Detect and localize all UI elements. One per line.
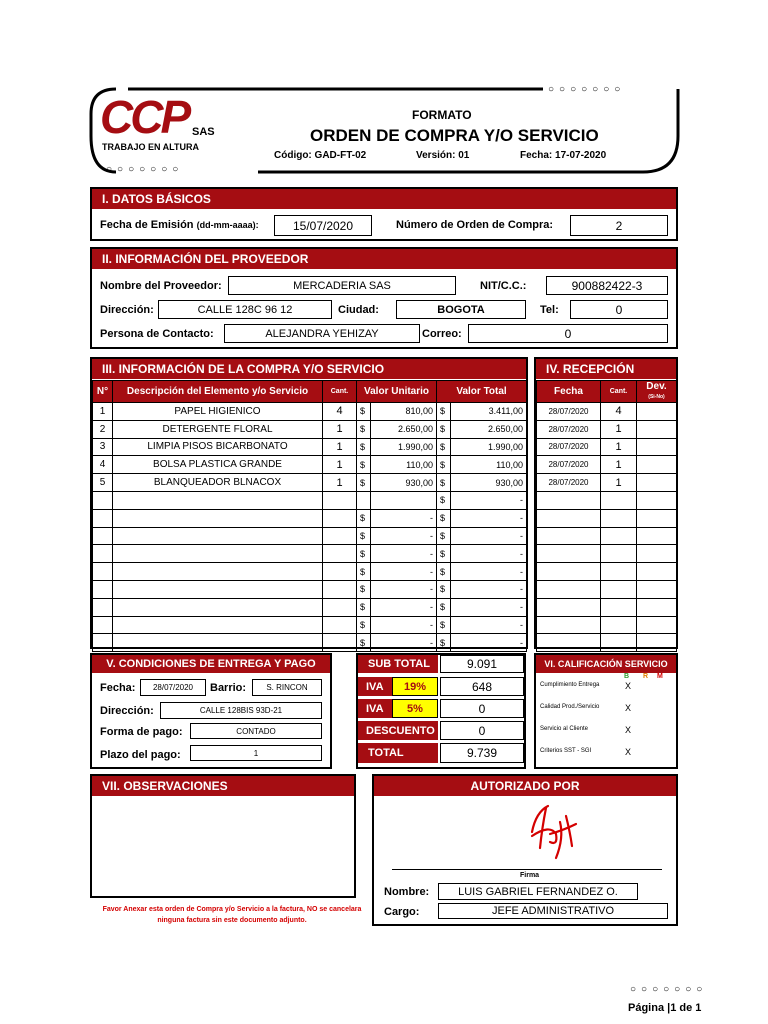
cell-total: 2.650,00 bbox=[451, 420, 527, 438]
rec-cell-cant[interactable]: 1 bbox=[601, 420, 637, 438]
fecha-emision-label bbox=[100, 219, 259, 231]
cell-desc[interactable]: BLANQUEADOR BLNACOX bbox=[113, 474, 323, 492]
cell-unit[interactable]: - bbox=[371, 598, 437, 616]
recepcion-body bbox=[537, 403, 677, 652]
cell-desc[interactable] bbox=[113, 616, 323, 634]
cell-total: - bbox=[451, 545, 527, 563]
table-row bbox=[537, 563, 677, 581]
cell-desc[interactable]: PAPEL HIGIENICO bbox=[113, 403, 323, 421]
table-row bbox=[537, 634, 677, 652]
autorizado-title: AUTORIZADO POR bbox=[374, 776, 676, 796]
entrega-direccion-label: Dirección: bbox=[100, 705, 154, 717]
rec-dev-label: Dev. bbox=[646, 380, 667, 392]
rec-cell-cant[interactable] bbox=[601, 616, 637, 634]
signature-image bbox=[520, 798, 590, 868]
rec-cell-cant[interactable] bbox=[601, 634, 637, 652]
table-row bbox=[93, 474, 527, 492]
cell-total: - bbox=[451, 616, 527, 634]
cell-cur1: $ bbox=[357, 598, 371, 616]
barrio-field[interactable]: S. RINCON bbox=[252, 679, 322, 696]
cell-cant[interactable] bbox=[323, 616, 357, 634]
direccion-field[interactable]: CALLE 128C 96 12 bbox=[158, 300, 332, 319]
cell-num bbox=[93, 580, 113, 598]
direccion-label: Dirección: bbox=[100, 304, 154, 316]
logo-sas: SAS bbox=[192, 126, 215, 138]
cell-num: 4 bbox=[93, 456, 113, 474]
compra-body bbox=[93, 403, 527, 652]
rec-cell-dev[interactable] bbox=[637, 580, 677, 598]
datos-basicos-title: I. DATOS BÁSICOS bbox=[92, 189, 676, 209]
cal-item-mark[interactable]: X bbox=[625, 747, 632, 757]
rec-cell-dev[interactable] bbox=[637, 616, 677, 634]
cell-num: 2 bbox=[93, 420, 113, 438]
logo-text: CCP bbox=[100, 91, 189, 143]
rec-cell-fecha[interactable] bbox=[537, 527, 601, 545]
cell-cur2: $ bbox=[437, 509, 451, 527]
page-title: ORDEN DE COMPRA Y/O SERVICIO bbox=[310, 126, 599, 145]
rec-cell-cant[interactable]: 1 bbox=[601, 474, 637, 492]
cell-cur1 bbox=[357, 491, 371, 509]
cal-item-label: Servicio al Cliente bbox=[540, 726, 589, 732]
table-row bbox=[93, 438, 527, 456]
rec-cell-fecha[interactable] bbox=[537, 563, 601, 581]
cell-cur2: $ bbox=[437, 420, 451, 438]
entrega-direccion-field[interactable]: CALLE 128BIS 93D-21 bbox=[160, 702, 322, 719]
cell-unit[interactable]: 1.990,00 bbox=[371, 438, 437, 456]
header-dots-top: ○○○○○○○ bbox=[548, 84, 626, 95]
table-row bbox=[537, 598, 677, 616]
table-row bbox=[93, 616, 527, 634]
cell-num bbox=[93, 634, 113, 652]
cell-cur2: $ bbox=[437, 456, 451, 474]
rec-cell-dev[interactable] bbox=[637, 491, 677, 509]
ciudad-field[interactable]: BOGOTA bbox=[396, 300, 526, 319]
cell-unit[interactable]: - bbox=[371, 580, 437, 598]
cell-num bbox=[93, 491, 113, 509]
descuento-label: DESCUENTO bbox=[358, 721, 438, 740]
plazo-field[interactable]: 1 bbox=[190, 745, 322, 761]
total-field: 9.739 bbox=[440, 743, 524, 763]
rec-cell-cant[interactable] bbox=[601, 491, 637, 509]
rec-cell-dev[interactable] bbox=[637, 456, 677, 474]
rec-cell-dev[interactable] bbox=[637, 563, 677, 581]
nombre-proveedor-label: Nombre del Proveedor: bbox=[100, 280, 222, 292]
table-row bbox=[93, 580, 527, 598]
recepcion-table bbox=[536, 380, 677, 652]
iva1-label: IVA bbox=[358, 677, 392, 696]
rec-cell-fecha[interactable] bbox=[537, 509, 601, 527]
cell-desc[interactable]: DETERGENTE FLORAL bbox=[113, 420, 323, 438]
autorizado-cargo-label: Cargo: bbox=[384, 906, 420, 918]
cell-cur2: $ bbox=[437, 634, 451, 652]
rec-cell-dev[interactable] bbox=[637, 634, 677, 652]
rec-cell-fecha[interactable] bbox=[537, 634, 601, 652]
cell-total: 1.990,00 bbox=[451, 438, 527, 456]
cell-unit[interactable]: - bbox=[371, 545, 437, 563]
rec-fecha-header: Fecha bbox=[537, 381, 601, 403]
iva1-rate: 19% bbox=[392, 677, 438, 696]
cell-desc[interactable]: BOLSA PLASTICA GRANDE bbox=[113, 456, 323, 474]
rec-cell-cant[interactable] bbox=[601, 527, 637, 545]
table-row bbox=[537, 456, 677, 474]
cell-cant[interactable]: 1 bbox=[323, 474, 357, 492]
cal-item-mark[interactable]: X bbox=[625, 703, 632, 713]
rec-cell-fecha[interactable]: 28/07/2020 bbox=[537, 474, 601, 492]
table-row bbox=[93, 634, 527, 652]
firma-line bbox=[392, 869, 662, 870]
cell-cur1: $ bbox=[357, 616, 371, 634]
descuento-field[interactable]: 0 bbox=[440, 721, 524, 740]
rec-cell-cant[interactable]: 1 bbox=[601, 456, 637, 474]
table-row bbox=[537, 616, 677, 634]
proveedor-title: II. INFORMACIÓN DEL PROVEEDOR bbox=[92, 249, 676, 269]
col-num-header: N° bbox=[93, 381, 113, 403]
fecha-emision-field[interactable]: 15/07/2020 bbox=[274, 215, 372, 236]
rec-cell-fecha[interactable] bbox=[537, 580, 601, 598]
cell-cur1: $ bbox=[357, 474, 371, 492]
observaciones-note: Favor Anexar esta orden de Compra y/o Servicio a la factura, NO se cancelara ninguna factura sin este documento adjunto. bbox=[102, 906, 362, 924]
orden-field[interactable]: 2 bbox=[570, 215, 668, 236]
cell-num bbox=[93, 563, 113, 581]
table-row bbox=[537, 491, 677, 509]
cell-total: - bbox=[451, 509, 527, 527]
cell-cur1: $ bbox=[357, 420, 371, 438]
cell-cur1: $ bbox=[357, 456, 371, 474]
cell-desc[interactable] bbox=[113, 580, 323, 598]
total-label: TOTAL bbox=[358, 743, 438, 763]
tel-field[interactable]: 0 bbox=[570, 300, 668, 319]
table-row bbox=[537, 474, 677, 492]
table-row bbox=[537, 420, 677, 438]
page-number: Página |1 de 1 bbox=[628, 1002, 702, 1014]
rec-cell-fecha[interactable]: 28/07/2020 bbox=[537, 456, 601, 474]
cell-cur1: $ bbox=[357, 634, 371, 652]
cell-cur1: $ bbox=[357, 509, 371, 527]
cell-total: 110,00 bbox=[451, 456, 527, 474]
table-row bbox=[537, 580, 677, 598]
rec-cell-fecha[interactable] bbox=[537, 545, 601, 563]
calificacion-title: VI. CALIFICACIÓN SERVICIO bbox=[536, 655, 676, 673]
entrega-fecha-label: Fecha: bbox=[100, 682, 136, 694]
table-row bbox=[93, 420, 527, 438]
cell-cur2: $ bbox=[437, 545, 451, 563]
cal-col-r: R bbox=[643, 673, 649, 680]
rec-cell-cant[interactable] bbox=[601, 509, 637, 527]
rec-cant-header: Cant. bbox=[601, 381, 637, 403]
cal-item-label: Calidad Prod./Servicio bbox=[540, 704, 600, 710]
cell-cant[interactable] bbox=[323, 491, 357, 509]
cell-cur2: $ bbox=[437, 403, 451, 421]
cell-cur2: $ bbox=[437, 616, 451, 634]
cell-cur1: $ bbox=[357, 438, 371, 456]
fecha-emision-label-text: Fecha de Emisión bbox=[100, 219, 194, 231]
rec-cell-fecha[interactable]: 28/07/2020 bbox=[537, 403, 601, 421]
rec-cell-fecha[interactable] bbox=[537, 491, 601, 509]
cell-cant[interactable]: 1 bbox=[323, 438, 357, 456]
doc-date: Fecha: 17-07-2020 bbox=[520, 150, 607, 161]
forma-pago-label: Forma de pago: bbox=[100, 726, 183, 738]
rec-cell-dev[interactable] bbox=[637, 420, 677, 438]
cell-desc[interactable] bbox=[113, 545, 323, 563]
rec-dev-header bbox=[637, 381, 677, 403]
rec-cell-fecha[interactable]: 28/07/2020 bbox=[537, 438, 601, 456]
cell-total: - bbox=[451, 634, 527, 652]
cell-cur1: $ bbox=[357, 580, 371, 598]
rec-cell-cant[interactable] bbox=[601, 580, 637, 598]
cell-num bbox=[93, 509, 113, 527]
cal-col-b: B bbox=[624, 673, 630, 680]
iva1-field: 648 bbox=[440, 677, 524, 696]
cell-num: 5 bbox=[93, 474, 113, 492]
cell-cur2: $ bbox=[437, 438, 451, 456]
footer-dots: ○○○○○○○ bbox=[630, 984, 708, 995]
doc-type: FORMATO bbox=[412, 108, 472, 122]
doc-code: Código: GAD-FT-02 bbox=[274, 150, 367, 161]
header-dots-bottom: ○○○○○○○ bbox=[106, 164, 184, 175]
compra-title: III. INFORMACIÓN DE LA COMPRA Y/O SERVICIO bbox=[92, 359, 526, 379]
firma-label: Firma bbox=[520, 872, 540, 879]
table-row bbox=[537, 527, 677, 545]
cell-num bbox=[93, 598, 113, 616]
iva2-label: IVA bbox=[358, 699, 392, 718]
cell-unit[interactable]: 930,00 bbox=[371, 474, 437, 492]
cell-unit[interactable]: - bbox=[371, 563, 437, 581]
table-row bbox=[537, 438, 677, 456]
cal-item-label: Cumplimiento Entrega bbox=[540, 682, 600, 688]
entrega-fecha-field[interactable]: 28/07/2020 bbox=[140, 679, 206, 696]
cell-cant[interactable]: 4 bbox=[323, 403, 357, 421]
orden-label: Número de Orden de Compra: bbox=[396, 219, 554, 231]
autorizado-nombre-label: Nombre: bbox=[384, 886, 430, 898]
fecha-emision-hint: (dd-mm-aaaa): bbox=[196, 220, 259, 230]
rec-dev-hint: (Si-No) bbox=[648, 393, 665, 400]
table-row bbox=[93, 545, 527, 563]
table-row bbox=[93, 563, 527, 581]
cell-cant[interactable]: 1 bbox=[323, 420, 357, 438]
cell-cur1: $ bbox=[357, 545, 371, 563]
nombre-proveedor-field[interactable]: MERCADERIA SAS bbox=[228, 276, 456, 295]
cell-cur2: $ bbox=[437, 598, 451, 616]
cell-total: - bbox=[451, 563, 527, 581]
company-logo bbox=[100, 91, 220, 156]
cell-cur1: $ bbox=[357, 527, 371, 545]
cell-cant[interactable]: 1 bbox=[323, 456, 357, 474]
cell-cur2: $ bbox=[437, 563, 451, 581]
cell-desc[interactable] bbox=[113, 527, 323, 545]
cell-cur2: $ bbox=[437, 527, 451, 545]
observaciones-title: VII. OBSERVACIONES bbox=[92, 776, 354, 796]
rec-cell-fecha[interactable]: 28/07/2020 bbox=[537, 420, 601, 438]
rec-cell-fecha[interactable] bbox=[537, 598, 601, 616]
cell-unit[interactable]: - bbox=[371, 616, 437, 634]
cell-cant[interactable] bbox=[323, 563, 357, 581]
rec-cell-dev[interactable] bbox=[637, 527, 677, 545]
cell-total: - bbox=[451, 598, 527, 616]
cell-total: 930,00 bbox=[451, 474, 527, 492]
autorizado-cargo-field[interactable]: JEFE ADMINISTRATIVO bbox=[438, 903, 668, 919]
doc-version: Versión: 01 bbox=[416, 150, 470, 161]
cell-total: - bbox=[451, 491, 527, 509]
cell-cur2: $ bbox=[437, 474, 451, 492]
entrega-title: V. CONDICIONES DE ENTREGA Y PAGO bbox=[92, 655, 330, 673]
cell-total: 3.411,00 bbox=[451, 403, 527, 421]
cell-desc[interactable] bbox=[113, 563, 323, 581]
cal-col-m: M bbox=[657, 673, 663, 680]
cell-num: 1 bbox=[93, 403, 113, 421]
subtotal-label: SUB TOTAL bbox=[358, 655, 438, 673]
rec-cell-fecha[interactable] bbox=[537, 616, 601, 634]
cell-cant[interactable] bbox=[323, 634, 357, 652]
recepcion-title: IV. RECEPCIÓN bbox=[536, 359, 676, 379]
rec-cell-dev[interactable] bbox=[637, 598, 677, 616]
table-row bbox=[537, 403, 677, 421]
col-desc-header: Descripción del Elemento y/o Servicio bbox=[113, 381, 323, 403]
cell-desc[interactable] bbox=[113, 634, 323, 652]
cell-cur1: $ bbox=[357, 563, 371, 581]
cell-num bbox=[93, 616, 113, 634]
cell-num bbox=[93, 545, 113, 563]
rec-cell-dev[interactable] bbox=[637, 474, 677, 492]
iva2-field: 0 bbox=[440, 699, 524, 718]
autorizado-nombre-field[interactable]: LUIS GABRIEL FERNANDEZ O. bbox=[438, 883, 638, 900]
col-total-header: Valor Total bbox=[437, 381, 527, 403]
table-row bbox=[93, 491, 527, 509]
cell-cur1: $ bbox=[357, 403, 371, 421]
cell-total: - bbox=[451, 527, 527, 545]
cell-unit[interactable]: - bbox=[371, 527, 437, 545]
cal-item-mark[interactable]: X bbox=[625, 725, 632, 735]
logo-tagline: TRABAJO EN ALTURA bbox=[102, 142, 199, 152]
correo-field[interactable]: 0 bbox=[468, 324, 668, 343]
cell-desc[interactable] bbox=[113, 509, 323, 527]
cell-cur2: $ bbox=[437, 580, 451, 598]
cell-desc[interactable]: LIMPIA PISOS BICARBONATO bbox=[113, 438, 323, 456]
table-row bbox=[93, 456, 527, 474]
cell-desc[interactable] bbox=[113, 598, 323, 616]
rec-cell-dev[interactable] bbox=[637, 545, 677, 563]
cell-total: - bbox=[451, 580, 527, 598]
cell-cant[interactable] bbox=[323, 598, 357, 616]
cell-cur2: $ bbox=[437, 491, 451, 509]
rec-cell-dev[interactable] bbox=[637, 403, 677, 421]
cell-num bbox=[93, 527, 113, 545]
compra-table bbox=[92, 380, 527, 652]
rec-cell-dev[interactable] bbox=[637, 438, 677, 456]
correo-label: Correo: bbox=[422, 328, 462, 340]
cal-item-mark[interactable]: X bbox=[625, 681, 632, 691]
table-row bbox=[93, 403, 527, 421]
table-row bbox=[93, 527, 527, 545]
cell-unit[interactable] bbox=[371, 491, 437, 509]
table-row bbox=[537, 509, 677, 527]
rec-cell-cant[interactable]: 1 bbox=[601, 438, 637, 456]
cell-desc[interactable] bbox=[113, 491, 323, 509]
cell-unit[interactable]: 810,00 bbox=[371, 403, 437, 421]
cell-unit[interactable]: 2.650,00 bbox=[371, 420, 437, 438]
cell-unit[interactable]: 110,00 bbox=[371, 456, 437, 474]
subtotal-field: 9.091 bbox=[440, 655, 524, 673]
rec-cell-cant[interactable] bbox=[601, 563, 637, 581]
table-row bbox=[93, 509, 527, 527]
cell-cant[interactable] bbox=[323, 509, 357, 527]
cell-cant[interactable] bbox=[323, 545, 357, 563]
contacto-label: Persona de Contacto: bbox=[100, 328, 214, 340]
table-row bbox=[537, 545, 677, 563]
cell-num: 3 bbox=[93, 438, 113, 456]
rec-cell-cant[interactable]: 4 bbox=[601, 403, 637, 421]
cell-cant[interactable] bbox=[323, 580, 357, 598]
forma-pago-field[interactable]: CONTADO bbox=[190, 723, 322, 739]
barrio-label: Barrio: bbox=[210, 682, 247, 694]
tel-label: Tel: bbox=[540, 304, 559, 316]
cell-unit[interactable]: - bbox=[371, 634, 437, 652]
table-row bbox=[93, 598, 527, 616]
contacto-field[interactable]: ALEJANDRA YEHIZAY bbox=[224, 324, 420, 343]
plazo-label: Plazo del pago: bbox=[100, 749, 181, 761]
cell-cant[interactable] bbox=[323, 527, 357, 545]
col-cant-header: Cant. bbox=[323, 381, 357, 403]
col-unit-header: Valor Unitario bbox=[357, 381, 437, 403]
rec-cell-cant[interactable] bbox=[601, 598, 637, 616]
rec-cell-cant[interactable] bbox=[601, 545, 637, 563]
rec-cell-dev[interactable] bbox=[637, 509, 677, 527]
cell-unit[interactable]: - bbox=[371, 509, 437, 527]
nit-label: NIT/C.C.: bbox=[480, 280, 527, 292]
cal-item-label: Criterios SST - SGI bbox=[540, 748, 592, 754]
ciudad-label: Ciudad: bbox=[338, 304, 379, 316]
iva2-rate: 5% bbox=[392, 699, 438, 718]
nit-field[interactable]: 900882422-3 bbox=[546, 276, 668, 295]
